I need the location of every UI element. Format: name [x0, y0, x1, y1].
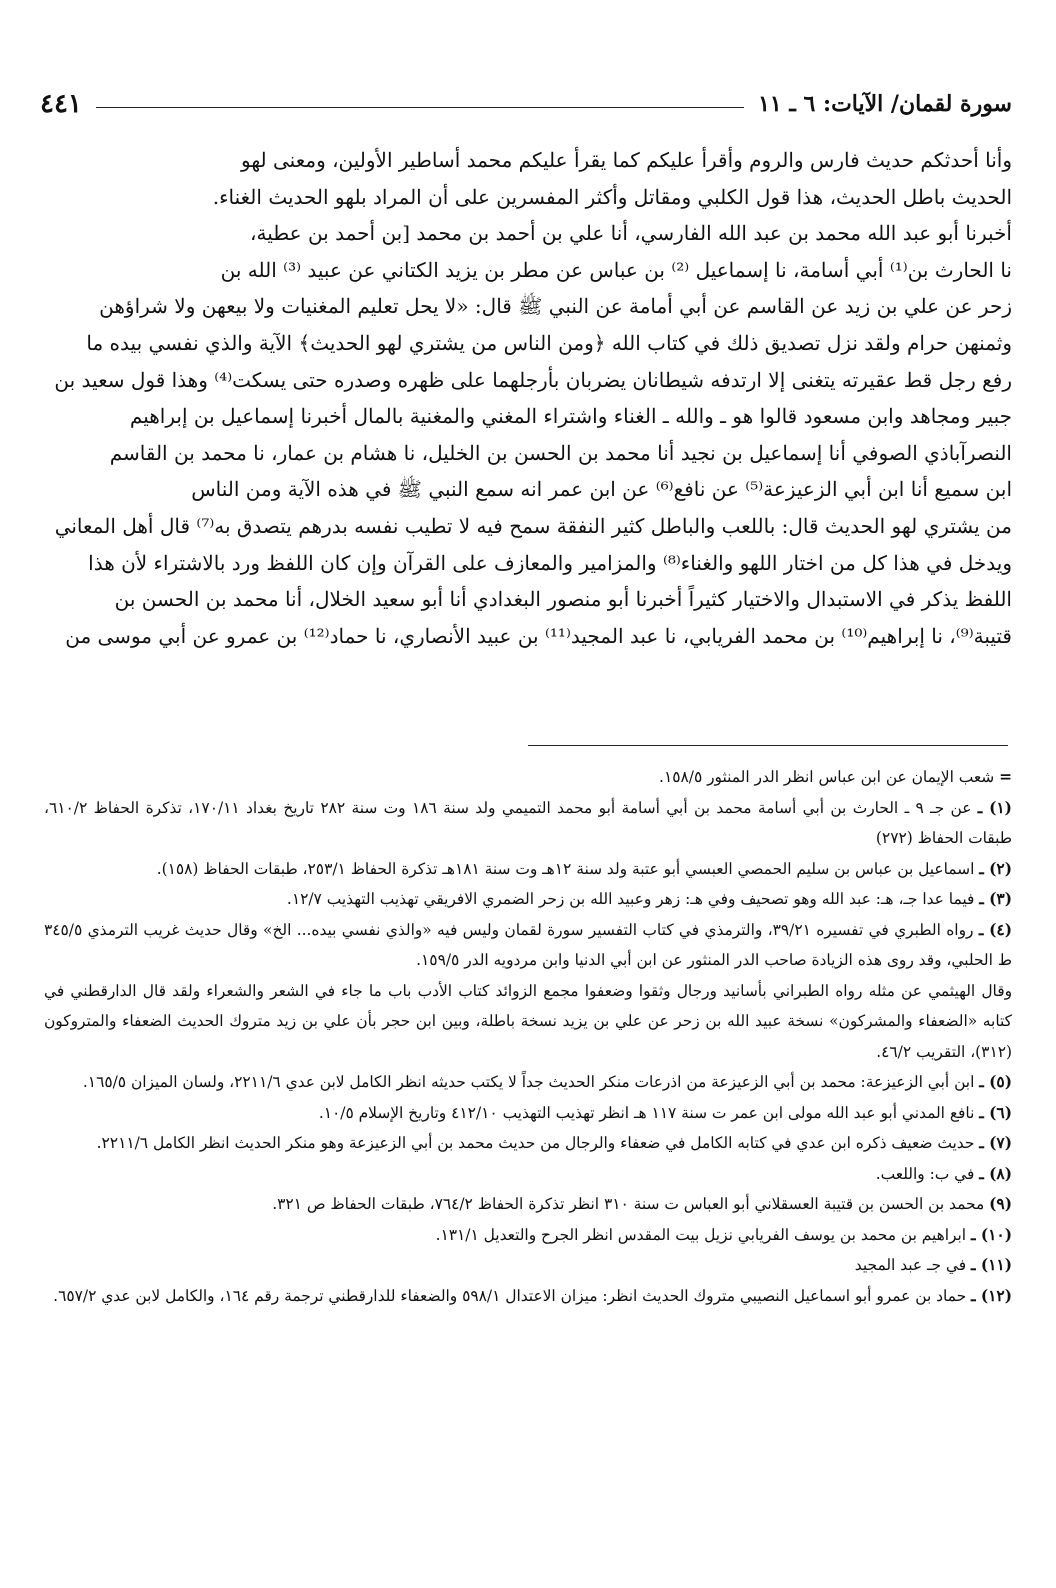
footnote-text: في جـ عبد المجيد — [854, 1256, 967, 1274]
footnote — [44, 884, 1012, 915]
text-line: من يشتري لهو الحديث قال: باللعب والباطل كثير النفقة سمح فيه لا تطيب نفسه بدرهم يتصدق به⁽⁷⁾ قال أهل المعاني — [54, 513, 1012, 538]
footnote-number: (١) ـ — [977, 798, 1012, 817]
text-line: نا الحارث بن⁽¹⁾ أبي أسامة، نا إسماعيل ⁽²⁾ بن عباس عن مطر بن يزيد الكتاني عن عبيد ⁽³⁾ الله بن — [220, 257, 1012, 282]
footnote-text: محمد بن الحسن بن قتيبة العسقلاني أبو العباس ت سنة ٣١٠ انظر تذكرة الحفاظ ٧٦٤/٢، طبقات الحفاظ ص ٣٢١. — [272, 1195, 985, 1213]
footnote-number: (٨) ـ — [979, 1164, 1012, 1183]
footnote-number: (٣) ـ — [979, 890, 1012, 908]
footnote — [44, 1098, 1012, 1129]
footnote-number: (١٠) ـ — [971, 1225, 1012, 1244]
text-line: وثمنهن حرام ولقد نزل تصديق ذلك في كتاب الله ﴿ومن الناس من يشتري لهو الحديث﴾ الآية والذي نفسي بيده ما — [86, 330, 1012, 355]
footnote — [44, 915, 1012, 976]
footnote-number: (٢) ـ — [979, 859, 1012, 878]
footnote — [44, 1250, 1012, 1281]
footnote-text: في ب: واللعب. — [875, 1164, 975, 1183]
text-line: زحر عن علي بن زيد عن القاسم عن أبي أمامة عن النبي ﷺ قال: «لا يحل تعليم المغنيات ولا بيعهن ولا شراؤهن — [99, 294, 1012, 319]
footnote-number: (٦) ـ — [979, 1103, 1012, 1122]
text-line: رفع رجل قط عقيرته يتغنى إلا ارتدفه شيطانان يضربان بأرجلهما على ظهره وصدره حتى يسكت⁽⁴⁾ وهذا قول سعيد بن — [54, 367, 1012, 392]
footnote-text: رواه الطبري في تفسيره ٣٩/٢١، والترمذي في كتاب التفسير سورة لقمان وليس فيه «والذي نفسي بيده... الخ» وقال حديث غريب الترمذي ٣٤٥/٥ ط الحلبي، وقد روى هذه الزيادة صاحب الدر المنثور عن ابن أبي الدنيا وابن مردويه الدر ١٥٩/٥. — [44, 920, 1012, 969]
footnotes — [44, 762, 1012, 1311]
main-text — [44, 142, 1012, 654]
footnote-text: فيما عدا جـ، هـ: عبد الله وهو تصحيف وفي هـ: زهر وعبيد الله بن زحر الضمري الافريقي تهذيب التهذيب ١٢/٧. — [286, 890, 975, 908]
footnote — [44, 1159, 1012, 1190]
chapter-title: سورة لقمان/ الآيات: ٦ ـ ١١ — [758, 91, 1012, 117]
text-line: ويدخل في هذا كل من اختار اللهو والغناء⁽⁸⁾ والمزامير والمعازف على القرآن وإن كان اللفظ ورد بالاشتراء لأن هذا — [88, 550, 1012, 575]
footnote-text: وقال الهيثمي عن مثله رواه الطبراني بأسانيد ورجال وثقوا وضعفوا مجمع الزوائد كتاب الأدب باب ما جاء في الشعر والشعراء ولقد قال الدارقطني في كتابه «الضعفاء والمشركون» نسخة عبيد الله بن زحر عن علي بن يزيد نسخة باطلة، وبين ابن حجر بأن علي بن زيد متروك الحديث الضعفاء والمتروكون (٣١٢)، التقريب ٤٦/٢. — [44, 981, 1012, 1061]
text-line: أخبرنا أبو عبد الله محمد بن عبد الله الفارسي، أنا علي بن أحمد بن محمد [بن أحمد بن عطية، — [250, 221, 1012, 246]
footnote-text: ابراهيم بن محمد بن يوسف الفريابي نزيل بيت المقدس انظر الجرح والتعديل ١٣١/١. — [435, 1225, 967, 1244]
footnote — [44, 854, 1012, 885]
text-line: قتيبة⁽⁹⁾، نا إبراهيم⁽¹⁰⁾ بن محمد الفريابي، نا عبد المجيد⁽¹¹⁾ بن عبيد الأنصاري، نا حماد⁽¹²⁾ بن عمرو عن أبي موسى من — [65, 623, 1012, 648]
footnote-text: حديث ضعيف ذكره ابن عدي في كتابه الكامل في ضعفاء والرجال من حديث محمد بن أبي الزعيزعة وهو منكر الحديث انظر الكامل ٢٢١١/٦. — [96, 1134, 975, 1152]
footnote-number: (١١) ـ — [971, 1256, 1012, 1274]
footnote — [44, 1128, 1012, 1159]
footnote-text: اسماعيل بن عباس بن سليم الحمصي العبسي أبو عتبة ولد سنة ١٢هـ وت سنة ١٨١هـ تذكرة الحفاظ ٢٥٣/١، طبقات الحفاظ (١٥٨). — [156, 859, 975, 878]
footnote-text: نافع المدني أبو عبد الله مولى ابن عمر ت سنة ١١٧ هـ انظر تهذيب التهذيب ٤١٢/١٠ وتاريخ الإسلام ١٠/٥. — [318, 1103, 975, 1122]
header-rule — [96, 107, 744, 108]
footnote-text: شعب الإيمان عن ابن عباس انظر الدر المنثور ١٥٨/٥. — [659, 768, 995, 786]
footnote-continuation — [44, 976, 1012, 1068]
footnote-number: (٤) ـ — [978, 920, 1012, 939]
footnote-divider — [528, 745, 1008, 746]
footnote-text: عن جـ ٩ ـ الحارث بن أبي أسامة محمد بن أبي أسامة أبو محمد التميمي ولد سنة ١٨٦ وت سنة ٢٨٢ تاريخ بغداد ١٧٠/١١، تذكرة الحفاظ ٦١٠/٢، طبقات الحفاظ (٢٧٢) — [44, 798, 1012, 847]
text-line: النصرآباذي الصوفي أنا إسماعيل بن نجيد أنا محمد بن الحسن بن الخليل، نا هشام بن عمار، نا محمد بن القاسم — [109, 440, 1012, 465]
footnote-number: = — [999, 768, 1012, 786]
text-line: جبير ومجاهد وابن مسعود قالوا هو ـ والله ـ الغناء واشتراء المغني والمغنية بالمال أخبرنا إسماعيل بن إبراهيم — [129, 404, 1012, 429]
footnote-number: (٧) ـ — [979, 1134, 1012, 1152]
footnote — [44, 762, 1012, 793]
footnote-number: (١٢) ـ — [971, 1286, 1012, 1305]
footnote-text: ابن أبي الزعيزعة: محمد بن أبي الزعيزعة من اذرعات منكر الحديث جداً لا يكتب حديثه انظر الكامل لابن عدي ٢٢١١/٦، ولسان الميزان ١٦٥/٥. — [82, 1073, 975, 1091]
footnote — [44, 1189, 1012, 1220]
running-header — [40, 86, 1012, 122]
page-number: ٤٤١ — [40, 89, 82, 119]
footnote — [44, 1281, 1012, 1312]
text-line: اللفظ يذكر في الاستبدال والاختيار كثيراً أخبرنا أبو منصور البغدادي أنا أبو سعيد الخلال، أنا محمد بن الحسن بن — [114, 587, 1012, 612]
footnote-number: (٥) ـ — [979, 1073, 1012, 1091]
footnote — [44, 793, 1012, 854]
text-line: وأنا أحدثكم حديث فارس والروم وأقرأ عليكم كما يقرأ عليكم محمد أساطير الأولين، ومعنى لهو — [241, 148, 1012, 172]
text-line: ابن سميع أنا ابن أبي الزعيزعة⁽⁵⁾ عن نافع⁽⁶⁾ عن ابن عمر انه سمع النبي ﷺ في هذه الآية ومن الناس — [191, 477, 1012, 502]
footnote-text: حماد بن عمرو أبو اسماعيل النصيبي متروك الحديث انظر: ميزان الاعتدال ٥٩٨/١ والضعفاء للدارقطني ترجمة رقم ١٦٤، والكامل لابن عدي ٦٥٧/٢. — [53, 1286, 967, 1305]
footnote-number: (٩) — [989, 1195, 1012, 1213]
footnote — [44, 1067, 1012, 1098]
text-line: الحديث باطل الحديث، هذا قول الكلبي ومقاتل وأكثر المفسرين على أن المراد بلهو الحديث الغناء. — [212, 184, 1012, 209]
footnote — [44, 1220, 1012, 1251]
